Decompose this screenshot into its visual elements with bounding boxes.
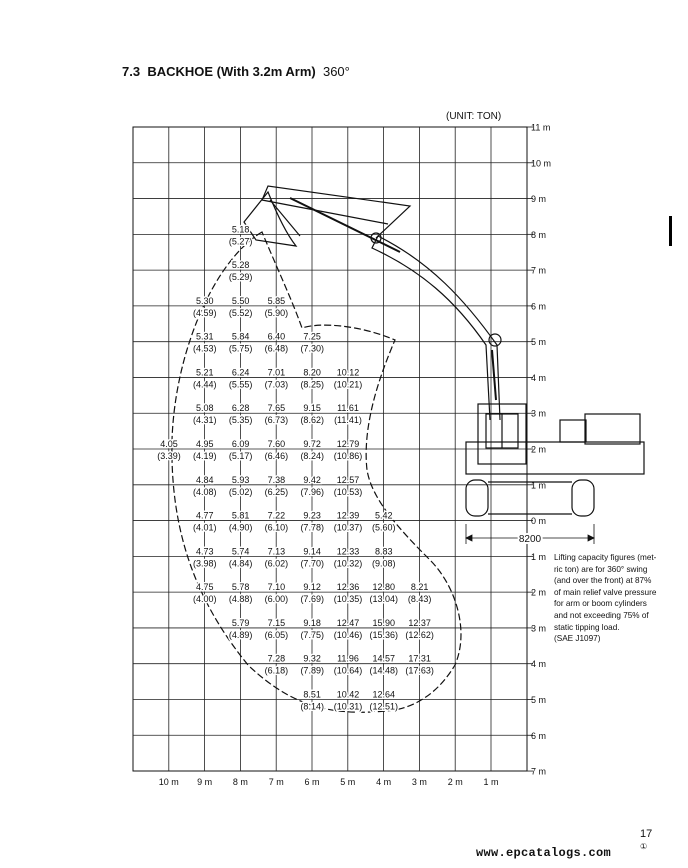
- capacity-side: (7.70): [300, 558, 324, 569]
- right-axis-label: 10 m: [531, 158, 552, 169]
- capacity-front: 4.84: [196, 474, 214, 485]
- capacity-side: (4.44): [193, 379, 217, 390]
- watermark-url: www.epcatalogs.com: [476, 846, 612, 860]
- counterweight-detail: [560, 420, 586, 442]
- capacity-side: (12.62): [405, 629, 434, 640]
- capacity-front: 10.12: [336, 367, 360, 378]
- capacity-front: 6.28: [231, 403, 250, 414]
- capacity-side: (4.19): [193, 451, 217, 462]
- capacity-side: (4.53): [193, 343, 217, 354]
- capacity-side: (17.63): [405, 665, 434, 676]
- capacity-front: 17.31: [408, 653, 431, 664]
- capacity-side: (7.69): [300, 594, 324, 605]
- grid: [133, 127, 527, 771]
- capacity-front: 5.78: [231, 582, 250, 593]
- capacity-front: 7.65: [267, 403, 286, 414]
- capacity-side: (4.90): [228, 522, 253, 533]
- capacity-side: (5.27): [228, 236, 253, 247]
- capacity-front: 12.39: [336, 510, 360, 521]
- capacity-side: (4.59): [193, 307, 217, 318]
- capacity-front: 9.42: [303, 474, 321, 485]
- capacity-side: (5.35): [228, 415, 253, 426]
- capacity-side: (3.39): [157, 451, 181, 462]
- capacity-side: (4.01): [193, 522, 217, 533]
- capacity-side: (5.17): [228, 451, 253, 462]
- capacity-front: 6.09: [231, 439, 250, 450]
- note-line: (and over the front) at 87%: [554, 576, 652, 586]
- bottom-axis-label: 3 m: [411, 777, 427, 787]
- bucket-link: [270, 200, 300, 236]
- capacity-side: (10.46): [333, 629, 363, 640]
- capacity-front: 5.93: [231, 474, 250, 485]
- right-axis-label: 5 m: [531, 694, 547, 705]
- capacity-front: 4.73: [196, 546, 214, 557]
- capacity-side: (12.51): [369, 701, 399, 712]
- bottom-axis-label: 2 m: [447, 777, 463, 787]
- right-axis-label: 6 m: [531, 730, 547, 741]
- capacity-front: 5.30: [196, 295, 214, 306]
- capacity-front: 5.18: [231, 224, 250, 235]
- capacity-side: (4.08): [193, 486, 217, 497]
- page-revision: ①: [640, 842, 648, 851]
- capacity-front: 4.95: [196, 439, 214, 450]
- title-main: BACKHOE (With 3.2m Arm): [147, 64, 316, 79]
- capacity-side: (10.53): [333, 486, 363, 497]
- capacity-front: 8.83: [375, 546, 393, 557]
- capacity-front: 9.12: [303, 582, 321, 593]
- track-front: [466, 480, 488, 516]
- capacity-front: 5.28: [231, 260, 250, 271]
- right-axis-label: 6 m: [531, 301, 547, 312]
- capacity-side: (5.55): [228, 379, 253, 390]
- note-line: Lifting capacity figures (met-: [554, 553, 657, 562]
- capacity-side: (5.60): [372, 522, 396, 533]
- bottom-axis-label: 4 m: [376, 777, 392, 787]
- right-axis-label: 3 m: [531, 408, 547, 419]
- note-line: ric ton) are for 360° swing: [554, 564, 648, 574]
- capacity-side: (4.88): [228, 594, 253, 605]
- capacity-side: (10.21): [333, 379, 363, 390]
- capacity-side: (6.05): [264, 629, 289, 640]
- capacity-front: 5.79: [231, 617, 250, 628]
- capacity-side: (6.00): [264, 594, 289, 605]
- right-axis-label: 8 m: [531, 229, 547, 240]
- capacity-front: 9.23: [303, 510, 321, 521]
- track-rear: [572, 480, 594, 516]
- bottom-axis-label: 5 m: [340, 777, 356, 787]
- capacity-side: (5.29): [228, 272, 253, 283]
- capacity-front: 12.47: [336, 617, 360, 628]
- note-line: static tipping load.: [554, 622, 620, 632]
- capacity-front: 9.15: [303, 403, 321, 414]
- bottom-axis-label: 7 m: [268, 777, 284, 787]
- right-axis-label: 3 m: [531, 623, 547, 634]
- note-line: for arm or boom cylinders: [554, 599, 647, 609]
- capacity-front: 12.79: [336, 439, 360, 450]
- capacity-front: 11.61: [337, 403, 359, 414]
- capacity-side: (10.64): [333, 665, 363, 676]
- capacity-side: (10.37): [333, 522, 363, 533]
- capacity-front: 12.64: [372, 689, 396, 700]
- capacity-side: (5.90): [264, 307, 289, 318]
- right-axis-label: 2 m: [531, 587, 547, 598]
- capacity-side: (5.75): [228, 343, 253, 354]
- bottom-axis-label: 8 m: [232, 777, 248, 787]
- capacity-front: 5.81: [231, 510, 250, 521]
- capacity-side: (5.52): [228, 307, 253, 318]
- capacity-side: (8.24): [300, 451, 324, 462]
- right-axis-label: 0 m: [531, 516, 547, 527]
- capacity-values: [157, 224, 434, 711]
- capacity-front: 7.13: [267, 546, 286, 557]
- capacity-front: 5.31: [196, 331, 214, 342]
- capacity-side: (6.73): [264, 415, 289, 426]
- capacity-side: (11.41): [334, 415, 362, 426]
- capacity-side: (4.84): [228, 558, 253, 569]
- capacity-front: 8.21: [410, 582, 429, 593]
- capacity-front: 7.28: [267, 653, 286, 664]
- reach-envelope: [172, 232, 461, 712]
- capacity-side: (14.48): [369, 665, 399, 676]
- capacity-side: (6.48): [264, 343, 289, 354]
- capacity-side: (8.62): [300, 415, 324, 426]
- capacity-side: (7.89): [300, 665, 324, 676]
- bottom-axis-label: 1 m: [483, 777, 499, 787]
- capacity-side: (10.32): [333, 558, 363, 569]
- capacity-front: 5.84: [231, 331, 250, 342]
- note-line: and not exceeding 75% of: [554, 610, 649, 620]
- capacity-side: (6.10): [264, 522, 289, 533]
- right-axis-label: 1 m: [531, 551, 547, 562]
- note-line: of main relief valve pressure: [554, 587, 657, 597]
- capacity-front: 6.24: [231, 367, 250, 378]
- right-axis-label: 7 m: [531, 265, 547, 276]
- capacity-side: (6.46): [264, 451, 289, 462]
- capacity-front: 12.33: [336, 546, 360, 557]
- capacity-front: 6.40: [267, 331, 286, 342]
- note-line: (SAE J1097): [554, 634, 601, 644]
- capacity-front: 12.80: [372, 582, 396, 593]
- dimension-label: 8200: [518, 534, 542, 545]
- capacity-side: (8.25): [300, 379, 324, 390]
- capacity-front: 11.96: [337, 653, 359, 664]
- capacity-side: (7.03): [264, 379, 289, 390]
- capacity-front: 9.18: [303, 617, 321, 628]
- note-text: [554, 552, 676, 645]
- boom: [372, 236, 500, 420]
- capacity-front: 8.20: [303, 367, 321, 378]
- capacity-side: (3.98): [193, 558, 217, 569]
- right-axis-label: 4 m: [531, 659, 547, 670]
- unit-label: (UNIT: TON): [446, 111, 502, 122]
- capacity-front: 7.15: [267, 617, 286, 628]
- capacity-front: 7.60: [267, 439, 286, 450]
- capacity-front: 10.42: [336, 689, 360, 700]
- capacity-side: (8.43): [407, 594, 432, 605]
- capacity-side: (15.36): [369, 629, 399, 640]
- capacity-front: 5.42: [375, 510, 393, 521]
- capacity-front: 12.57: [336, 474, 360, 485]
- capacity-front: 8.51: [303, 689, 321, 700]
- capacity-side: (6.25): [264, 486, 289, 497]
- capacity-front: 9.14: [303, 546, 321, 557]
- page-number: 17: [640, 828, 653, 840]
- capacity-side: (10.35): [333, 594, 363, 605]
- capacity-front: 15.90: [372, 617, 396, 628]
- right-axis-label: 5 m: [531, 337, 547, 348]
- capacity-front: 7.10: [267, 582, 286, 593]
- right-axis-label: 4 m: [531, 372, 547, 383]
- capacity-front: 4.05: [160, 439, 178, 450]
- capacity-side: (9.08): [372, 558, 396, 569]
- title-swing: 360°: [322, 64, 350, 79]
- engine-hood: [585, 414, 640, 444]
- right-axis-label: 9 m: [531, 194, 547, 205]
- capacity-front: 12.37: [408, 617, 431, 628]
- capacity-side: (5.02): [228, 486, 253, 497]
- capacity-side: (4.00): [193, 594, 217, 605]
- capacity-front: 4.75: [196, 582, 214, 593]
- bottom-axis-label: 10 m: [158, 777, 179, 787]
- arm: [262, 186, 410, 238]
- right-axis-label: 7 m: [531, 766, 547, 777]
- capacity-side: (7.96): [300, 486, 324, 497]
- capacity-side: (10.31): [333, 701, 363, 712]
- capacity-side: (10.86): [333, 451, 363, 462]
- capacity-side: (8.14): [300, 701, 324, 712]
- capacity-front: 9.72: [303, 439, 321, 450]
- capacity-front: 9.32: [303, 653, 321, 664]
- right-axis-label: 2 m: [531, 444, 547, 455]
- upper-body: [466, 442, 644, 474]
- capacity-side: (13.04): [369, 594, 399, 605]
- capacity-front: 4.77: [196, 510, 214, 521]
- capacity-side: (4.31): [193, 415, 217, 426]
- capacity-front: 14.57: [372, 653, 396, 664]
- bottom-axis-label: 9 m: [197, 777, 213, 787]
- capacity-side: (4.89): [228, 629, 253, 640]
- capacity-side: (7.78): [300, 522, 324, 533]
- capacity-front: 12.36: [336, 582, 360, 593]
- capacity-front: 7.22: [267, 510, 286, 521]
- capacity-front: 7.38: [267, 474, 286, 485]
- capacity-front: 5.08: [196, 403, 214, 414]
- capacity-side: (7.30): [300, 343, 324, 354]
- right-axis-label: 1 m: [531, 480, 547, 491]
- capacity-side: (7.75): [300, 629, 324, 640]
- capacity-front: 7.01: [267, 367, 286, 378]
- capacity-side: (6.18): [264, 665, 289, 676]
- bottom-axis-label: 6 m: [304, 777, 320, 787]
- capacity-front: 5.85: [267, 295, 286, 306]
- boom-cylinder: [492, 350, 496, 400]
- section-number: 7.3: [122, 64, 141, 79]
- capacity-front: 5.21: [196, 367, 214, 378]
- capacity-side: (6.02): [264, 558, 289, 569]
- capacity-front: 5.50: [231, 295, 250, 306]
- right-axis-label: 11 m: [531, 122, 551, 133]
- margin-bar: [669, 216, 672, 246]
- capacity-front: 5.74: [231, 546, 250, 557]
- capacity-front: 7.25: [303, 331, 321, 342]
